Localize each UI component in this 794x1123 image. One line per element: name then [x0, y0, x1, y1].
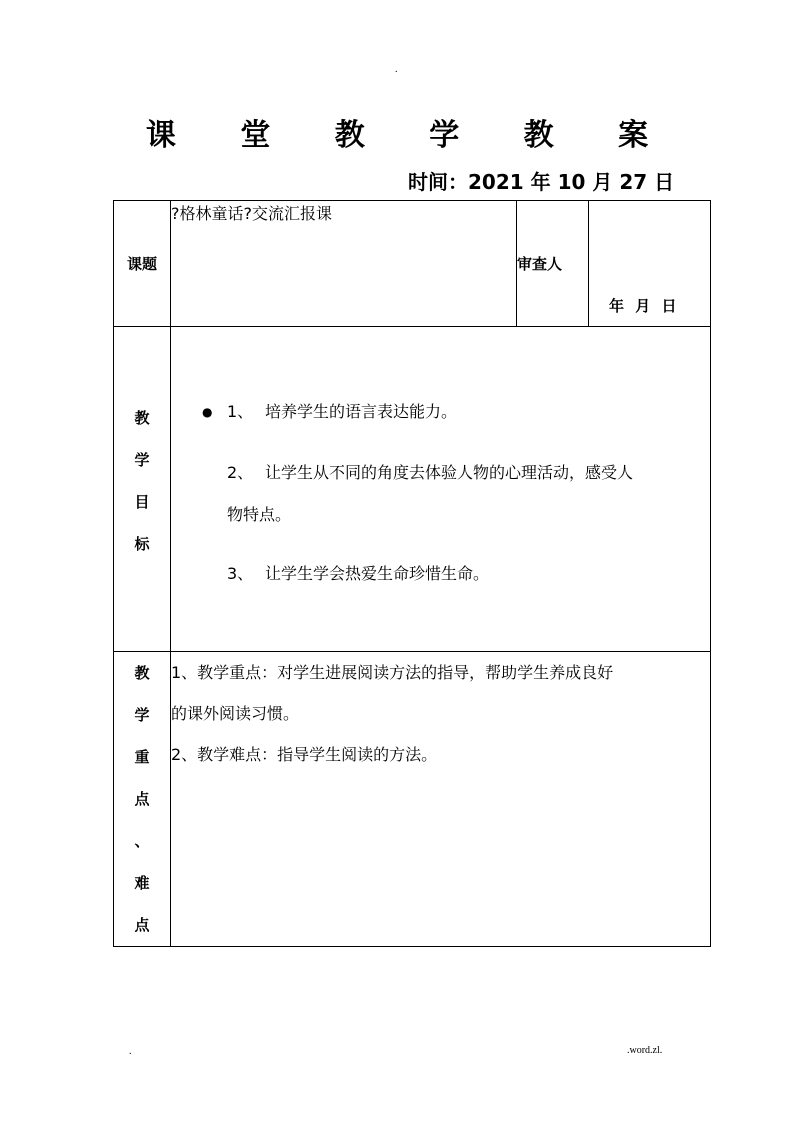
focus-label-char: 点 [134, 790, 150, 808]
goals-label-char: 目 [134, 493, 150, 511]
goals-label [114, 327, 171, 652]
reviewer-label: 审查人 [517, 201, 589, 327]
goals-row [114, 327, 711, 652]
goals-label-char: 标 [134, 535, 150, 553]
goal-number: 3、 [227, 564, 254, 583]
goals-label-char: 教 [134, 409, 150, 427]
goal-text: 培养学生的语言表达能力。 [265, 402, 458, 421]
focus-label-char: 重 [134, 748, 150, 766]
topic-label: 课题 [114, 201, 171, 327]
focus-label-char: 学 [134, 706, 150, 724]
goals-content [171, 327, 711, 652]
focus-label-char: 教 [134, 664, 150, 682]
focus-label-char: 、 [134, 832, 150, 850]
focus-label-char: 难 [134, 874, 150, 892]
focus-line: 2、教学难点：指导学生阅读的方法。 [171, 745, 438, 764]
focus-line: 1、教学重点：对学生进展阅读方法的指导，帮助学生养成良好 [171, 663, 614, 682]
focus-label-char: 点 [134, 916, 150, 934]
lesson-plan-table [113, 200, 711, 947]
topic-row [114, 201, 711, 327]
focus-line: 的课外阅读习惯。 [171, 704, 300, 723]
goal-text: 让学生学会热爱生命珍惜生命。 [265, 564, 490, 583]
footer-source: .word.zl. [627, 1045, 663, 1056]
goal-number: 1、 [227, 402, 254, 421]
goal-number: 2、 [227, 463, 254, 482]
goals-label-char: 学 [134, 451, 150, 469]
focus-label [114, 652, 171, 947]
focus-row [114, 652, 711, 947]
goal-text: 让学生从不同的角度去体验人物的心理活动，感受人 [265, 463, 634, 482]
reviewer-date: 年 月 日 [589, 201, 711, 327]
document-title: 课 堂 教 学 教 案 [145, 118, 676, 153]
topic-value: ?格林童话?交流汇报课 [171, 201, 517, 327]
bullet-icon: ● [202, 405, 213, 419]
footer-left-mark: . [129, 1046, 132, 1057]
header-mark: . [395, 64, 398, 75]
date-line: 时间：2021 年 10 月 27 日 [408, 170, 675, 194]
goal-text-continuation: 物特点。 [227, 505, 292, 524]
focus-content [171, 652, 711, 947]
